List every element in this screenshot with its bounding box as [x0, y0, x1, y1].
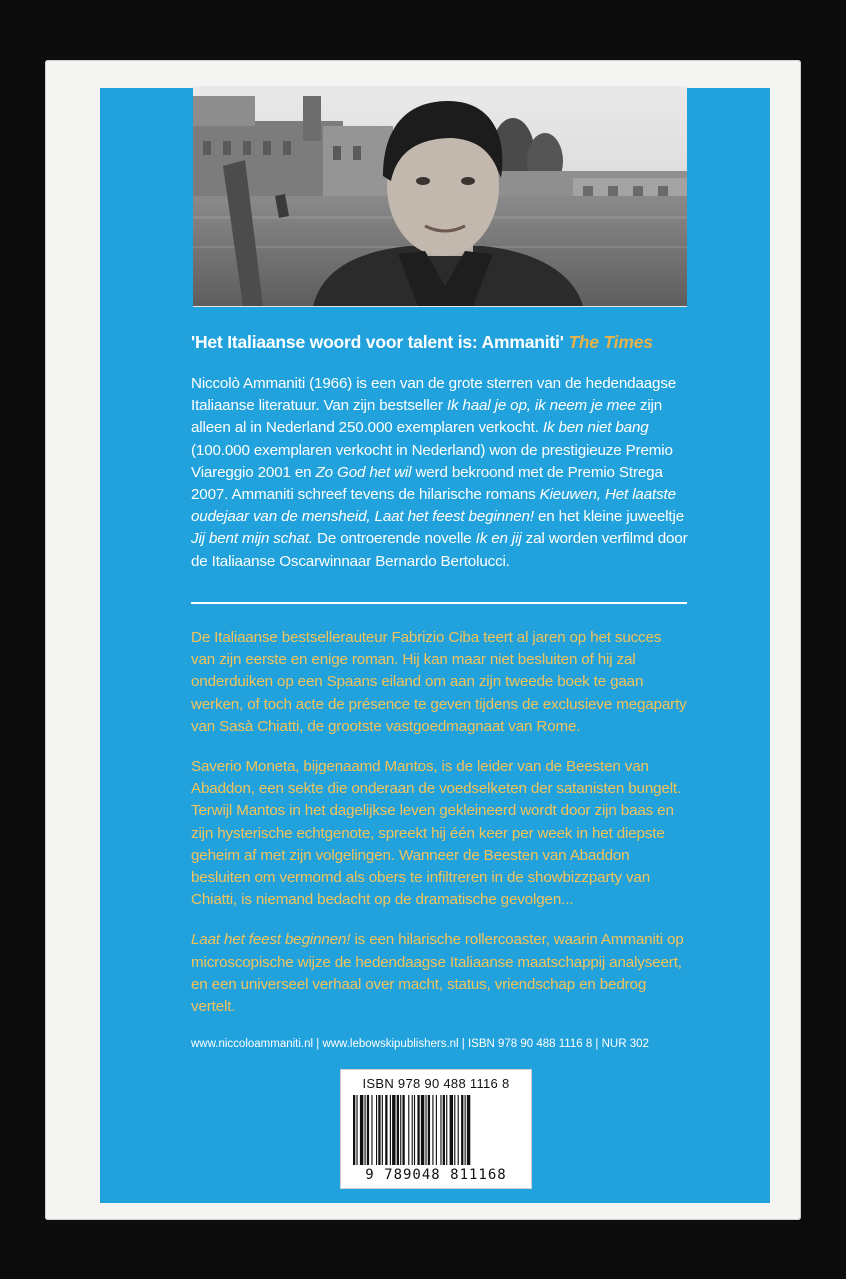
book-title: Ik ben niet bang [542, 419, 649, 437]
blurb-paragraph-1: De Italiaanse bestsellerauteur Fabrizio Ciba teert al jaren op het succes van zijn eerste en enige roman. Hij kan maar niet besluiten of hij zal onderduiken op een Spaans eiland om aan zijn tweede boek te gaan werken, of toch acte de présence te geven tijdens de exclusieve megaparty van Sasà Chiatti, de grootste vastgoedmagnaat van Rome. [191, 629, 687, 735]
author-bio [191, 373, 689, 573]
quote-text: 'Het Italiaanse woord voor talent is: Ammaniti' [191, 332, 564, 352]
book-title: Kieuwen, Het laatste oudejaar van de mensheid, Laat het feest beginnen! [191, 486, 676, 526]
bio-text: (100.000 exemplaren verkocht in Nederland) won de prestigieuze Premio Viareggio 2001 en [191, 441, 673, 481]
isbn-barcode [340, 1069, 532, 1189]
bio-text: zal worden verfilmd door de Italiaanse Oscarwinnaar Bernardo Bertolucci. [191, 530, 688, 570]
book-title: Laat het feest beginnen! [191, 931, 351, 949]
bio-text: zijn alleen al in Nederland 250.000 exemplaren verkocht. [191, 397, 663, 437]
bio-text: Niccolò Ammaniti (1966) is een van de grote sterren van de hedendaagse Italiaanse literatuur. Van zijn bestseller [191, 375, 677, 415]
isbn-label: ISBN 978 90 488 1116 8 [362, 1076, 510, 1091]
book-blurb [191, 627, 689, 1036]
author-photo [193, 86, 687, 307]
divider [191, 602, 687, 604]
blurb-text: is een hilarische rollercoaster, waarin Ammaniti op microscopische wijze de hedendaagse Italiaanse maatschappij analyseert, en een universeel verhaal over macht, status, vriendschap en bedrog vertelt. [191, 931, 684, 1016]
review-quote [191, 332, 701, 353]
bio-text: De ontroerende novelle [312, 530, 476, 548]
barcode-digits: 9 789048 811168 [365, 1167, 507, 1183]
publisher-links: www.niccoloammaniti.nl | www.lebowskipublishers.nl | ISBN 978 90 488 1116 8 | NUR 302 [191, 1038, 649, 1050]
blurb-paragraph-3 [191, 929, 689, 1018]
bio-text: en het kleine juweeltje [533, 508, 684, 526]
book-title: Ik haal je op, ik neem je mee [446, 397, 636, 415]
barcode-bars [353, 1095, 519, 1165]
book-title: Jij bent mijn schat. [191, 530, 313, 548]
quote-source: The Times [568, 332, 653, 352]
bio-text: werd bekroond met de Premio Strega 2007. Ammaniti schreef tevens de hilarische romans [191, 463, 663, 504]
blurb-paragraph-2: Saverio Moneta, bijgenaamd Mantos, is de leider van de Beesten van Abaddon, een sekte die onderaan de voedselketen der satanisten bungelt. Terwijl Mantos in het dagelijkse leven gekleineerd wordt door zijn baas en zijn hysterische echtgenote, spreekt hij één keer per week in het diepste geheim af met zijn volgelingen. Wanneer de Beesten van Abaddon besluiten om vermomd als obers te infiltreren in de showbizzparty van Chiatti, is niemand bedacht op de dramatische gevolgen... [191, 758, 682, 909]
book-title: Ik en jij [475, 530, 522, 548]
book-title: Zo God het wil [315, 463, 412, 481]
